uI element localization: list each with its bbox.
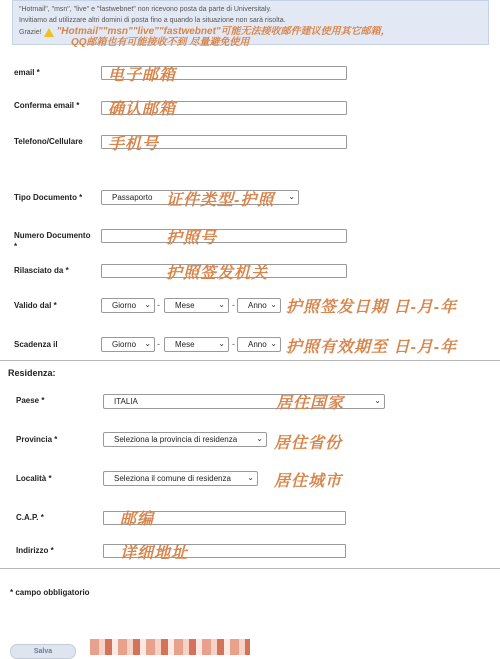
doc-type-value: Passaporto xyxy=(112,193,153,202)
chevron-down-icon: ⌄ xyxy=(256,434,263,443)
residence-heading: Residenza: xyxy=(8,368,56,378)
address-note: 详细地址 xyxy=(120,545,189,562)
valid-from-month-select[interactable] xyxy=(164,298,229,313)
chevron-down-icon: ⌄ xyxy=(374,396,381,405)
save-button[interactable]: Salva xyxy=(10,644,76,659)
expiry-month-value: Mese xyxy=(175,340,195,349)
doc-type-label: Tipo Documento * xyxy=(14,193,83,202)
chevron-down-icon: ⌄ xyxy=(270,339,277,348)
expiry-day-select[interactable] xyxy=(101,337,155,352)
chevron-down-icon: ⌄ xyxy=(247,473,254,482)
expiry-month-select[interactable] xyxy=(164,337,229,352)
chevron-down-icon: ⌄ xyxy=(270,300,277,309)
confirm-email-note: 确认邮箱 xyxy=(108,101,177,118)
expiry-year-value: Anno xyxy=(248,340,267,349)
city-select[interactable] xyxy=(103,471,258,486)
email-note: 电子邮箱 xyxy=(108,67,177,84)
email-label: email * xyxy=(14,68,40,77)
date-separator: - xyxy=(157,339,160,349)
country-value: ITALIA xyxy=(114,397,138,406)
valid-from-year-value: Anno xyxy=(248,301,267,310)
date-separator: - xyxy=(232,339,235,349)
warning-thanks: Grazie! xyxy=(19,29,42,36)
issued-by-note: 护照签发机关 xyxy=(166,265,269,282)
cap-note: 邮编 xyxy=(120,511,155,528)
warning-banner xyxy=(12,0,489,48)
required-note: * campo obbligatorio xyxy=(10,588,90,597)
doc-number-label: Numero Documento xyxy=(14,231,91,240)
phone-note: 手机号 xyxy=(108,136,160,153)
chevron-down-icon: ⌄ xyxy=(218,339,225,348)
expiry-note: 护照有效期至 日-月-年 xyxy=(286,339,458,356)
confirm-email-label: Conferma email * xyxy=(14,101,80,110)
city-label: Località * xyxy=(16,474,52,483)
province-value: Seleziona la provincia di residenza xyxy=(114,435,238,444)
date-separator: - xyxy=(157,300,160,310)
valid-from-year-select[interactable] xyxy=(237,298,281,313)
section-divider xyxy=(0,568,500,569)
section-divider xyxy=(0,360,500,361)
city-note: 居住城市 xyxy=(274,473,343,490)
doc-type-note: 证件类型-护照 xyxy=(166,192,275,209)
date-separator: - xyxy=(232,300,235,310)
doc-number-note: 护照号 xyxy=(166,230,218,247)
city-value: Seleziona il comune di residenza xyxy=(114,474,231,483)
valid-from-month-value: Mese xyxy=(175,301,195,310)
chevron-down-icon: ⌄ xyxy=(144,339,151,348)
doc-number-required: * xyxy=(14,242,18,251)
province-note: 居住省份 xyxy=(274,435,343,452)
valid-from-day-value: Giorno xyxy=(112,301,137,310)
chevron-down-icon: ⌄ xyxy=(144,300,151,309)
warning-triangle-icon xyxy=(44,28,54,37)
expiry-label: Scadenza il xyxy=(14,340,58,349)
country-note: 居住国家 xyxy=(276,395,345,412)
warning-annotation-1: "Hotmail""msn""live""fastwebnet"可能无法接收邮件建议使用其它邮箱， xyxy=(56,26,391,37)
address-label: Indirizzo * xyxy=(16,546,54,555)
chevron-down-icon: ⌄ xyxy=(288,192,295,201)
warning-annotation-2: QQ邮箱也有可能接收不到 尽量避免使用 xyxy=(71,37,250,48)
valid-from-label: Valido dal * xyxy=(14,301,57,310)
cap-label: C.A.P. * xyxy=(16,513,44,522)
chevron-down-icon: ⌄ xyxy=(218,300,225,309)
expiry-year-select[interactable] xyxy=(237,337,281,352)
doc-number-field[interactable] xyxy=(101,229,347,243)
warning-line-2: Invitiamo ad utilizzare altri domini di posta fino a quando la situazione non sarà risolta. xyxy=(19,17,286,24)
valid-from-note: 护照签发日期 日-月-年 xyxy=(286,299,458,316)
phone-label: Telefono/Cellulare xyxy=(14,137,83,146)
province-label: Provincia * xyxy=(16,435,58,444)
country-label: Paese * xyxy=(16,396,45,405)
issued-by-label: Rilasciato da * xyxy=(14,266,69,275)
valid-from-day-select[interactable] xyxy=(101,298,155,313)
warning-line-1: "Hotmail", "msn", "live" e "fastwebnet" non ricevono posta da parte di Universitaly. xyxy=(19,6,272,13)
province-select[interactable] xyxy=(103,432,267,447)
redacted-area xyxy=(90,639,250,655)
expiry-day-value: Giorno xyxy=(112,340,137,349)
